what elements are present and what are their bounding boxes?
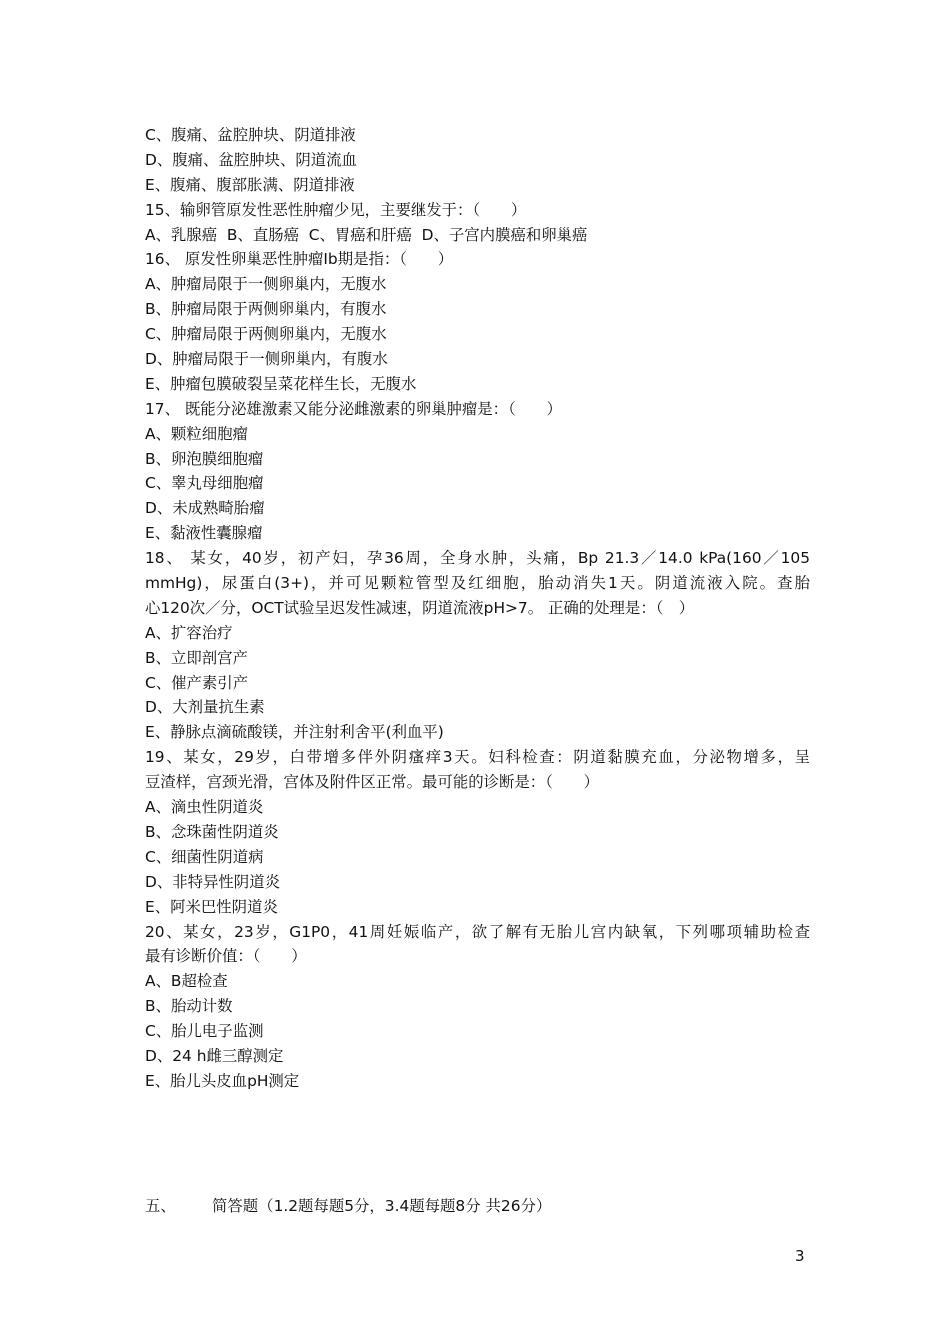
page-number: 3 [795, 1247, 805, 1265]
option-d-q17: D、未成熟畸胎瘤 [145, 499, 265, 518]
option-c-q16: C、肿瘤局限于两侧卵巢内，无腹水 [145, 325, 387, 344]
option-d-q19: D、非特异性阴道炎 [145, 872, 280, 891]
option-a-q18: A、扩容治疗 [145, 623, 233, 642]
question-18-line-2: mmHg)，尿蛋白(3+)，并可见颗粒管型及红细胞，胎动消失1天。阴道流液入院。查胎 [145, 574, 810, 593]
question-19-line-1: 19、某女，29岁，白带增多伴外阴瘙痒3天。妇科检查：阴道黏膜充血，分泌物增多，呈 [145, 748, 810, 767]
question-18-line-1: 18、 某女，40岁，初产妇，孕36周，全身水肿，头痛，Bp 21.3／14.0 kPa(160／105 [145, 549, 810, 568]
question-16: 16、 原发性卵巢恶性肿瘤Ⅰb期是指：（ ） [145, 250, 454, 269]
section-number: 五、 [145, 1197, 176, 1215]
question-15: 15、输卵管原发性恶性肿瘤少见，主要继发于：（ ） [145, 200, 527, 219]
option-e-q16: E、肿瘤包膜破裂呈菜花样生长，无腹水 [145, 374, 417, 393]
option-e-q14: E、腹痛、腹部胀满、阴道排液 [145, 175, 355, 194]
option-e-q20: E、胎儿头皮血pH测定 [145, 1071, 300, 1090]
option-c-q18: C、催产素引产 [145, 673, 249, 692]
option-a-q19: A、滴虫性阴道炎 [145, 798, 264, 817]
section-heading [145, 1194, 551, 1219]
option-c-q17: C、睾丸母细胞瘤 [145, 474, 264, 493]
option-d-q20: D、24 h雌三醇测定 [145, 1046, 284, 1065]
option-e-q18: E、静脉点滴硫酸镁，并注射利舍平(利血平) [145, 723, 444, 742]
option-b-q16: B、肿瘤局限于两侧卵巢内，有腹水 [145, 300, 387, 319]
option-e-q19: E、阿米巴性阴道炎 [145, 897, 278, 916]
option-e-q17: E、黏液性囊腺瘤 [145, 524, 263, 543]
section-title: 简答题（1.2题每题5分，3.4题每题8分 共26分） [212, 1197, 552, 1215]
question-19-line-2: 豆渣样，宫颈光滑，宫体及附件区正常。最可能的诊断是：（ ） [145, 773, 600, 792]
option-b-q19: B、念珠菌性阴道炎 [145, 822, 279, 841]
question-20-line-1: 20、某女，23岁，G1P0，41周妊娠临产，欲了解有无胎儿宫内缺氧，下列哪项辅助检查 [145, 922, 810, 941]
question-17: 17、 既能分泌雄激素又能分泌雌激素的卵巢肿瘤是：（ ） [145, 399, 562, 418]
option-b-q17: B、卵泡膜细胞瘤 [145, 449, 264, 468]
options-q15: A、乳腺癌 B、直肠癌 C、胃癌和肝癌 D、子宫内膜癌和卵巢癌 [145, 225, 588, 244]
option-b-q18: B、立即剖宫产 [145, 648, 248, 667]
option-c-q14: C、腹痛、盆腔肿块、阴道排液 [145, 126, 356, 144]
option-d-q14: D、腹痛、盆腔肿块、阴道流血 [145, 150, 357, 169]
option-a-q17: A、颗粒细胞瘤 [145, 424, 248, 443]
question-content [145, 123, 810, 1094]
option-a-q20: A、B超检查 [145, 972, 228, 991]
option-b-q20: B、胎动计数 [145, 997, 233, 1016]
option-d-q18: D、大剂量抗生素 [145, 698, 265, 717]
question-20-line-2: 最有诊断价值：（ ） [145, 947, 307, 966]
question-18-line-3: 心120次／分，OCT试验呈迟发性减速，阴道流液pH>7。 正确的处理是：（ ） [145, 598, 695, 617]
option-c-q20: C、胎儿电子监测 [145, 1022, 264, 1041]
option-a-q16: A、肿瘤局限于一侧卵巢内，无腹水 [145, 275, 387, 294]
option-c-q19: C、细菌性阴道病 [145, 847, 264, 866]
option-d-q16: D、肿瘤局限于一侧卵巢内，有腹水 [145, 350, 388, 369]
